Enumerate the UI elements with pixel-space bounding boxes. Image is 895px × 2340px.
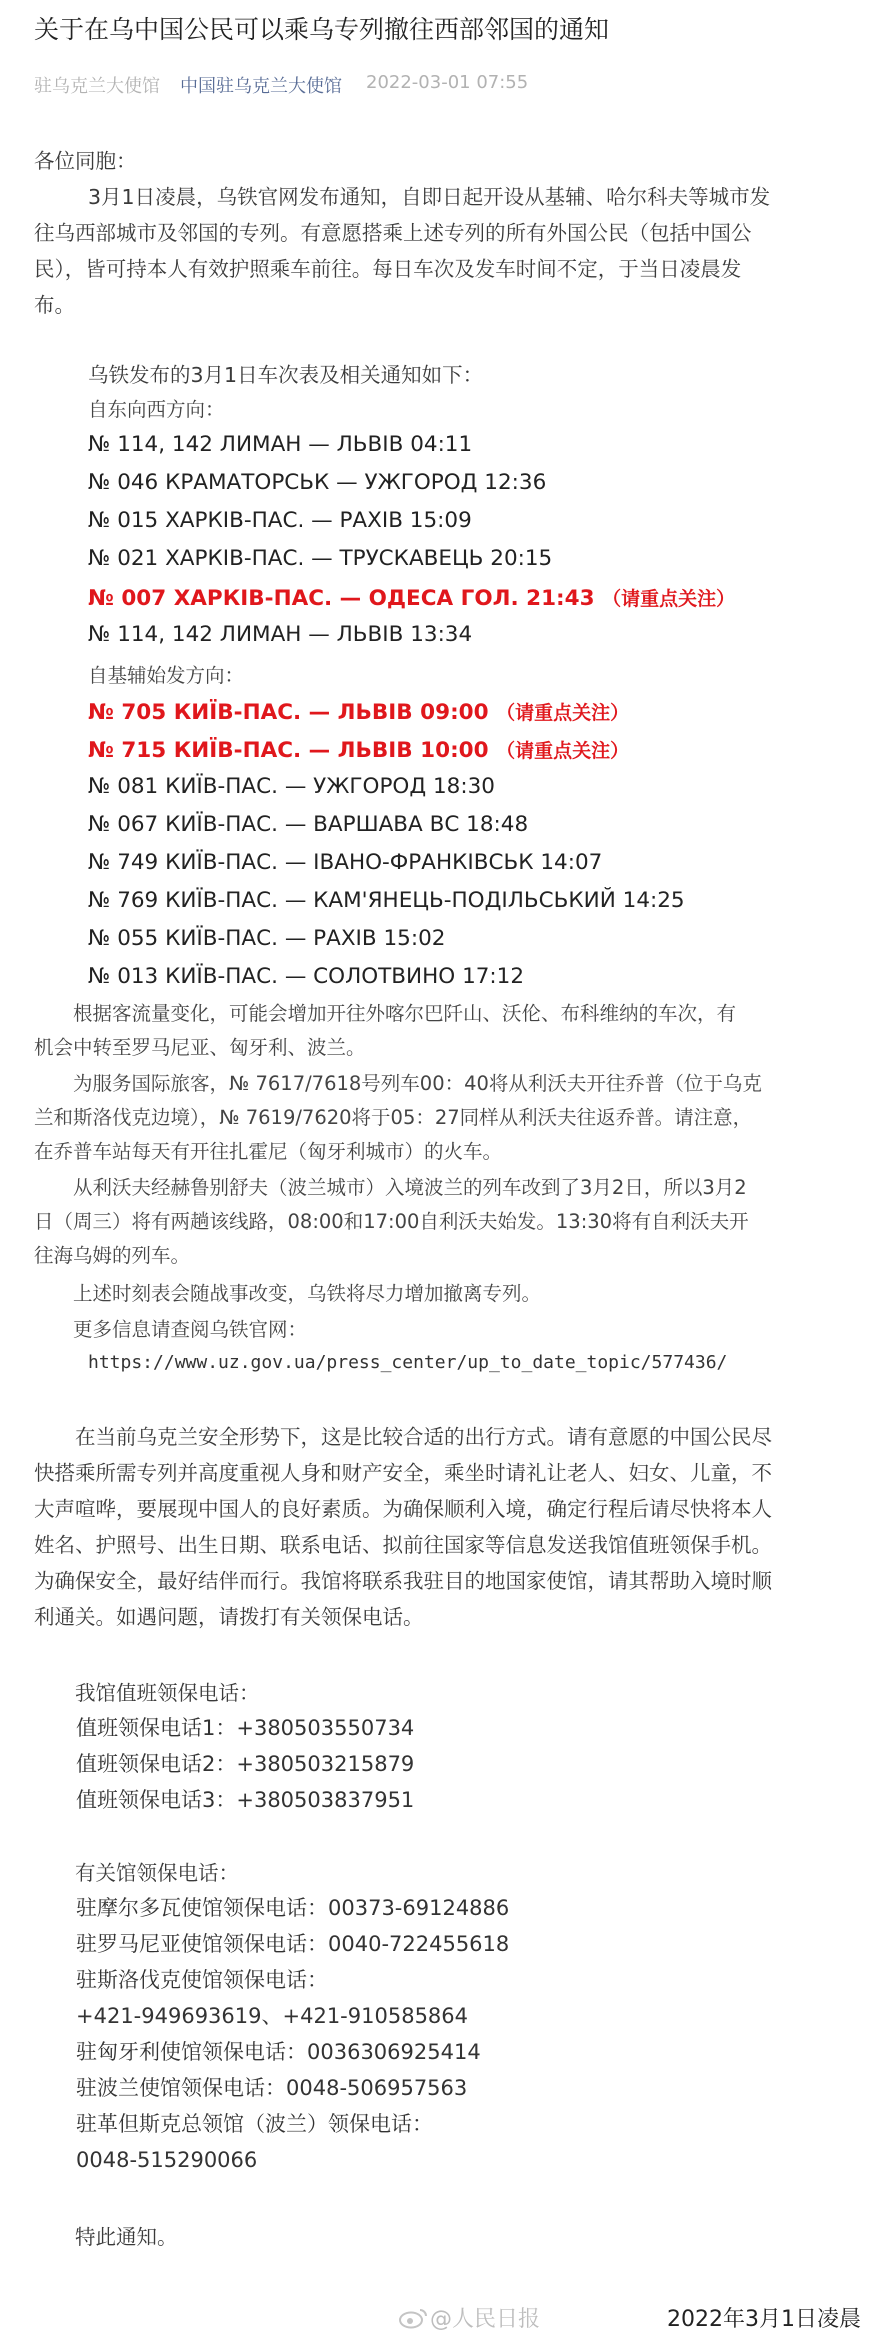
intro-line: 往乌西部城市及邻国的专列。有意愿搭乘上述专列的所有外国公民（包括中国公 [34, 221, 752, 245]
advice-line: 在当前乌克兰安全形势下，这是比较合适的出行方式。请有意愿的中国公民尽 [34, 1425, 772, 1449]
advice-line: 快搭乘所需专列并高度重视人身和财产安全，乘坐时请礼让老人、妇女、儿童，不 [34, 1461, 772, 1485]
attention-note: （请重点关注） [602, 588, 736, 610]
embassy-phone: 驻斯洛伐克使馆领保电话： [34, 1968, 328, 1992]
embassy-phone: 驻革但斯克总领馆（波兰）领保电话： [34, 2112, 433, 2136]
note-line: 往海乌姆的列车。 [34, 1244, 191, 1267]
train-row: № 055 КИЇВ-ПАС. — РАХІВ 15:02 [88, 926, 446, 951]
railway-url-link[interactable]: https://www.uz.gov.ua/press_center/up_to_date_topic/577436/ [88, 1352, 728, 1373]
embassy-phone: 0048-515290066 [34, 2148, 258, 2172]
train-row: № 046 КРАМАТОРСЬК — УЖГОРОД 12:36 [88, 470, 547, 495]
train-row-highlight: № 007 ХАРКІВ-ПАС. — ОДЕСА ГОЛ. 21:43 （请重点关注） [88, 586, 736, 611]
account-link[interactable]: 中国驻乌克兰大使馆 [180, 76, 342, 97]
embassy-phone: +421-949693619、+421-910585864 [34, 2004, 469, 2028]
duty-phone: 值班领保电话3：+380503837951 [34, 1788, 415, 1812]
attention-note: （请重点关注） [496, 702, 630, 724]
notice-date: 2022年3月1日凌晨 [667, 2307, 861, 2332]
east-west-label: 自东向西方向： [88, 398, 225, 421]
embassies-heading: 有关馆领保电话： [34, 1861, 239, 1885]
note-line: 日（周三）将有两趟该线路，08:00和17:00自利沃夫始发。13:30将有自利沃夫开 [34, 1210, 749, 1233]
article-source: 驻乌克兰大使馆 [34, 76, 160, 97]
duty-phone: 值班领保电话1：+380503550734 [34, 1716, 415, 1740]
advice-line: 为确保安全，最好结伴而行。我馆将联系我驻目的地国家使馆，请其帮助入境时顺 [34, 1569, 772, 1593]
note-line: 从利沃夫经赫鲁别舒夫（波兰城市）入境波兰的列车改到了3月2日，所以3月2 [34, 1176, 747, 1199]
train-row: № 769 КИЇВ-ПАС. — КАМ'ЯНЕЦЬ-ПОДІЛЬСЬКИЙ 14:25 [88, 888, 685, 913]
train-row: № 114, 142 ЛИМАН — ЛЬВІВ 04:11 [88, 432, 473, 457]
train-row: № 749 КИЇВ-ПАС. — ІВАНО-ФРАНКІВСЬК 14:07 [88, 850, 603, 875]
intro-line: 3月1日凌晨，乌铁官网发布通知，自即日起开设从基辅、哈尔科夫等城市发 [88, 185, 771, 209]
train-row: № 021 ХАРКІВ-ПАС. — ТРУСКАВЕЦЬ 20:15 [88, 546, 553, 571]
kyiv-label: 自基辅始发方向： [88, 664, 245, 687]
intro-line: 民），皆可持本人有效护照乘车前往。每日车次及发车时间不定，于当日凌晨发 [34, 257, 742, 281]
train-row: № 081 КИЇВ-ПАС. — УЖГОРОД 18:30 [88, 774, 495, 799]
weibo-watermark [398, 2302, 540, 2333]
note-line: 根据客流量变化，可能会增加开往外喀尔巴阡山、沃伦、布科维纳的车次，有 [34, 1002, 737, 1025]
train-row: № 015 ХАРКІВ-ПАС. — РАХІВ 15:09 [88, 508, 472, 533]
train-row: № 067 КИЇВ-ПАС. — ВАРШАВА ВС 18:48 [88, 812, 529, 837]
more-info-label: 更多信息请查阅乌铁官网： [34, 1318, 308, 1341]
note-line: 兰和斯洛伐克边境），№ 7619/7620将于05：27同样从利沃夫往返乔普。请注意， [34, 1106, 753, 1129]
weibo-icon [398, 2307, 428, 2329]
train-row: № 114, 142 ЛИМАН — ЛЬВІВ 13:34 [88, 622, 473, 647]
duty-phone: 值班领保电话2：+380503215879 [34, 1752, 415, 1776]
advice-line: 姓名、护照号、出生日期、联系电话、拟前往国家等信息发送我馆值班领保手机。 [34, 1533, 772, 1557]
note-line: 在乔普车站每天有开往扎霍尼（匈牙利城市）的火车。 [34, 1140, 503, 1163]
embassy-phone: 驻摩尔多瓦使馆领保电话：00373-69124886 [34, 1896, 510, 1920]
publish-time: 2022-03-01 07:55 [366, 72, 529, 93]
note-line: 上述时刻表会随战事改变，乌铁将尽力增加撤离专列。 [34, 1282, 542, 1305]
intro-line: 布。 [34, 293, 75, 317]
embassy-phone: 驻罗马尼亚使馆领保电话：0040-722455618 [34, 1932, 510, 1956]
embassy-phone: 驻波兰使馆领保电话：0048-506957563 [34, 2076, 468, 2100]
embassy-phone: 驻匈牙利使馆领保电话：0036306925414 [34, 2040, 481, 2064]
schedule-heading: 乌铁发布的3月1日车次表及相关通知如下： [88, 363, 484, 387]
watermark-text: @人民日报 [430, 2307, 541, 2332]
train-row-highlight: № 715 КИЇВ-ПАС. — ЛЬВІВ 10:00 （请重点关注） [88, 738, 630, 763]
train-row-highlight: № 705 КИЇВ-ПАС. — ЛЬВІВ 09:00 （请重点关注） [88, 700, 630, 725]
advice-line: 大声喧哗，要展现中国人的良好素质。为确保顺利入境，确定行程后请尽快将本人 [34, 1497, 772, 1521]
greeting: 各位同胞： [34, 149, 137, 173]
closing-text: 特此通知。 [34, 2225, 178, 2249]
note-line: 机会中转至罗马尼亚、匈牙利、波兰。 [34, 1036, 366, 1059]
advice-line: 利通关。如遇问题，请拨打有关领保电话。 [34, 1605, 424, 1629]
train-row: № 013 КИЇВ-ПАС. — СОЛОТВИНО 17:12 [88, 964, 525, 989]
note-line: 为服务国际旅客，№ 7617/7618号列车00：40将从利沃夫开往乔普（位于乌克 [34, 1072, 762, 1095]
attention-note: （请重点关注） [496, 740, 630, 762]
duty-heading: 我馆值班领保电话： [34, 1681, 260, 1705]
article-title: 关于在乌中国公民可以乘乌专列撤往西部邻国的通知 [34, 15, 610, 44]
